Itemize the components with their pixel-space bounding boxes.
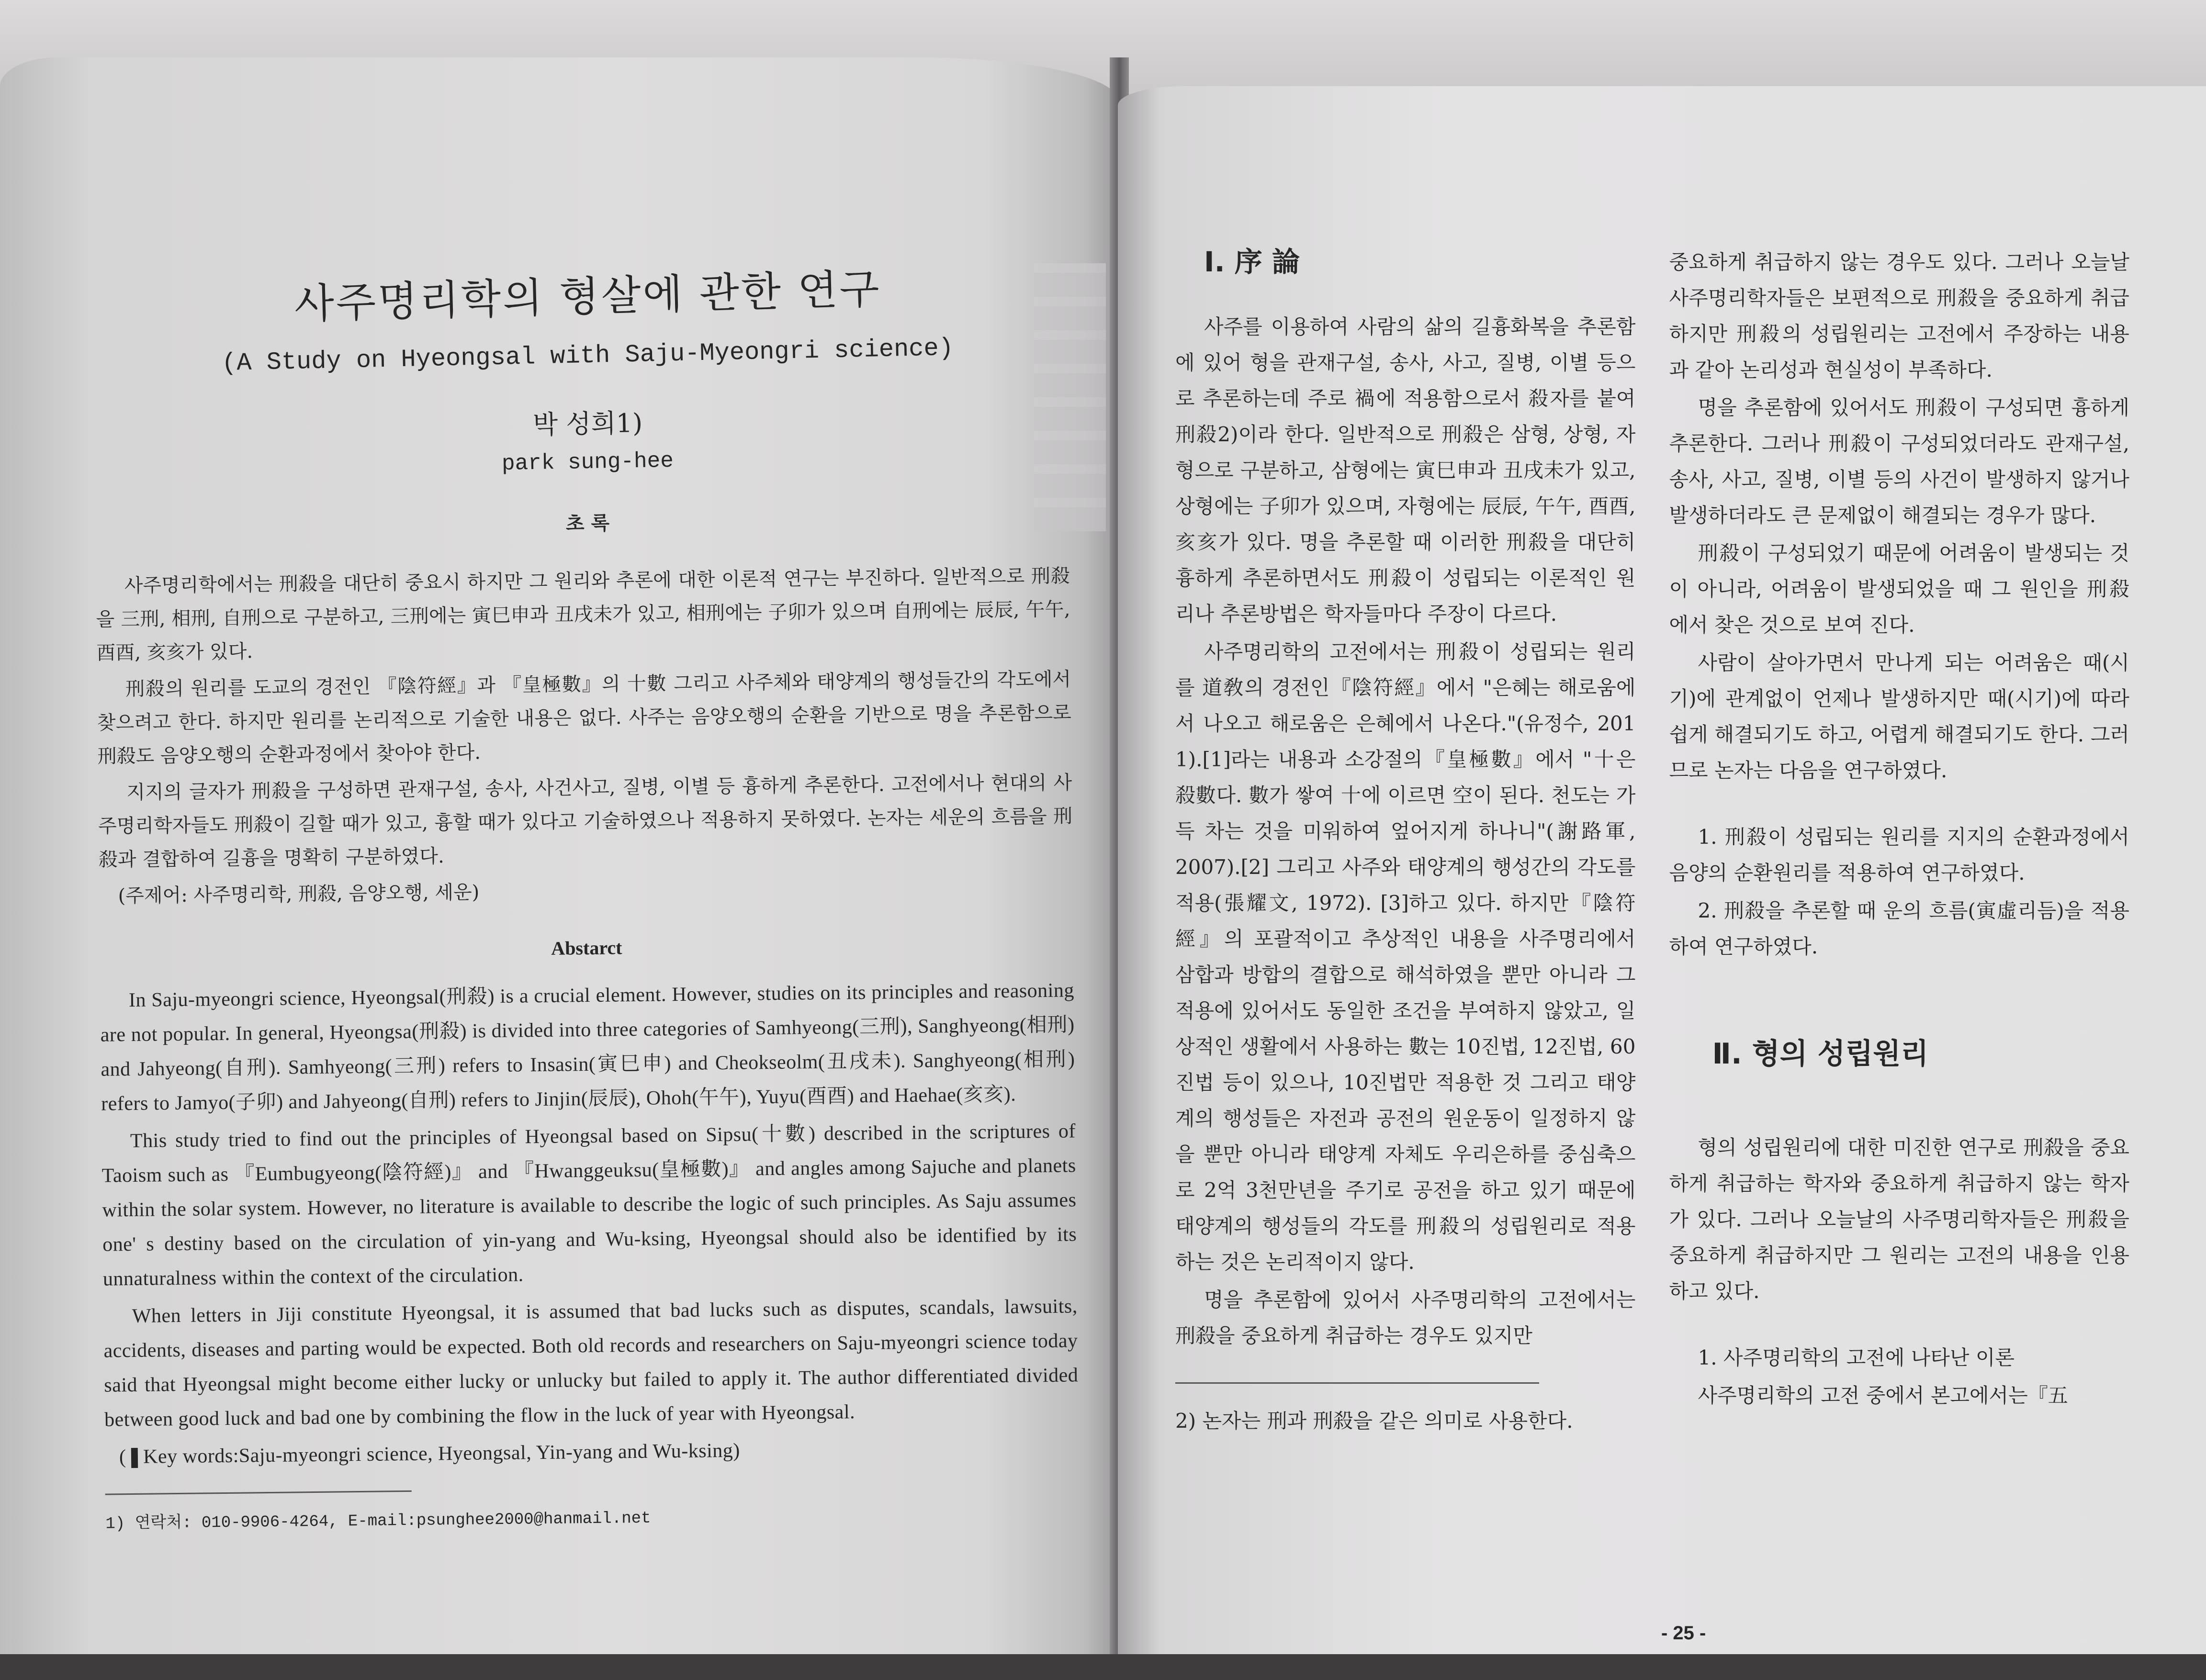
- column-right: [1669, 244, 2130, 1680]
- abstract-ko-paragraph: 사주명리학에서는 刑殺을 대단히 중요시 하지만 그 원리와 추론에 대한 이론적 연구는 부진하다. 일반적으로 刑殺을 三刑, 相刑, 自刑으로 구분하고, 三刑에는 寅巳申과 丑戌未가 있고, 相刑에는 子卯가 있으며 自刑에는 辰辰, 午午, 酉酉, 亥亥가 있다.: [96, 565, 1070, 664]
- list-item: 2. 刑殺을 추론할 때 운의 흐름(寅虛리듬)을 적용하여 연구하였다.: [1669, 899, 2129, 958]
- body-paragraph: 刑殺이 구성되었기 때문에 어려움이 발생되는 것이 아니라, 어려움이 발생되었을 때 그 원인을 刑殺에서 찾은 것으로 보여 진다.: [1669, 541, 2129, 637]
- author-english: park sung-hee: [501, 448, 674, 477]
- footnote: 2) 논자는 刑과 刑殺을 같은 의미로 사용한다.: [1175, 1409, 1573, 1433]
- body-paragraph: 형의 성립원리에 대한 미진한 연구로 刑殺을 중요하게 취급하는 학자와 중요하게 취급하지 않는 학자가 있다. 그러나 오늘날의 사주명리학자들은 刑殺을 중요하게 취급하지만 그 원리는 고전의 내용을 인용하고 있다.: [1669, 1136, 2129, 1303]
- abstract-en-paragraph: When letters in Jiji constitute Hyeongsal, it is assumed that bad lucks such as disputes, scandals, lawsuits, accidents, diseases and parting would be expected. Both old records and researchers on Saju-myeongri science today said that Hyeongsal might become either lucky or unlucky but failed to apply it. The author differentiated divided between good luck and bad one by combining the flow in the luck of year with Hyeongsal.: [103, 1295, 1079, 1431]
- body-paragraph: 명을 추론함에 있어서 사주명리학의 고전에서는 刑殺을 중요하게 취급하는 경우도 있지만: [1175, 1288, 1636, 1347]
- show-through-text: [1034, 263, 1106, 531]
- body-paragraph: 사주를 이용하여 사람의 삶의 길흉화복을 추론함에 있어 형을 관재구설, 송사, 사고, 질병, 이별 등으로 추론하는데 주로 禍에 적용함으로서 殺자를 붙여 刑殺2)이라 한다. 일반적으로 刑殺은 삼형, 상형, 자형으로 구분하고, 삼형에는 寅巳申과 丑戌未가 있고, 상형에는 子卯가 있으며, 자형에는 辰辰, 午午, 酉酉, 亥亥가 있다. 명을 추론할 때 이러한 刑殺을 대단히 흉하게 추론하면서도 刑殺이 성립되는 이론적인 원리나 추론방법은 학자들마다 주장이 다르다.: [1175, 315, 1636, 626]
- abstract-en-heading: Abstarct: [551, 937, 622, 959]
- paper-title: 사주명리학의 형살에 관한 연구: [293, 265, 882, 329]
- section-heading-introduction: Ⅰ. 序 論: [1204, 246, 1300, 278]
- list-item: 1. 刑殺이 성립되는 원리를 지지의 순환과정에서 음양의 순환원리를 적용하여 연구하였다.: [1669, 825, 2129, 885]
- body-paragraph: 사주명리학의 고전에서는 刑殺이 성립되는 원리를 道敎의 경전인『陰符經』에서 "은혜는 해로움에서 나오고 해로움은 은혜에서 나온다."(유정수, 201 1).[1]라는 내용과 소강절의『皇極數』에서 "十은 殺數다. 數가 쌓여 十에 이르면 空이 된다. 천도는 가득 차는 것을 미워하여 엎어지게 하나니"(謝路軍, 2007).[2] 그리고 사주와 태양계의 행성간의 각도를 적용(張耀文, 1972). [3]하고 있다. 하지만『陰符經』의 포괄적이고 추상적인 내용을 사주명리에서 삼합과 방합의 결합으로 해석하였을 뿐만 아니라 그 적용에 있어서도 동일한 조건을 부여하지 않았고, 일상적인 생활에서 사용하는 數는 10진법, 12진법, 60진법 등이 있으나, 10진법만 적용한 것 그리고 태양계의 행성들은 자전과 공전의 원운동이 일정하지 않을 뿐만 아니라 태양계 자체도 우리은하를 중심축으로 2억 3천만년을 주기로 공전을 하고 있기 때문에 태양계의 행성들의 각도를 刑殺의 성립원리로 적용하는 것은 논리적이지 않다.: [1175, 640, 1636, 1274]
- abstract-ko-paragraph: 지지의 글자가 刑殺을 구성하면 관재구설, 송사, 사건사고, 질병, 이별 등 흉하게 추론한다. 고전에서나 현대의 사주명리학자들도 刑殺이 길할 때가 있고, 흉할 때가 있다고 기술하였으나 적용하지 못하였다. 논자는 세운의 흐름을 刑殺과 결합하여 길흉을 명확히 구분하였다.: [98, 772, 1073, 871]
- abstract-ko-heading: 초 록: [565, 512, 610, 535]
- keywords-korean: (주제어: 사주명리학, 刑殺, 음양오행, 세운): [118, 881, 480, 907]
- section-heading-principles: Ⅱ. 형의 성립원리: [1712, 1037, 1929, 1071]
- right-page: [1118, 86, 2206, 1654]
- page-number: - 25 -: [1661, 1623, 1706, 1644]
- author-korean: 박 성희1): [532, 408, 643, 440]
- paper-subtitle: (A Study on Hyeongsal with Saju-Myeongri science): [221, 334, 954, 378]
- abstract-en-paragraph: In Saju-myeongri science, Hyeongsal(刑殺) is a crucial element. However, studies on its principles and reasoning are not popular. In general, Hyeongsa(刑殺) is divided into three categories of Samhyeong(三刑), Sanghyeong(相刑) and Jahyeong(自刑). Samhyeong(三刑) refers to Insasin(寅巳申) and Cheokseolm(丑戌未). Sanghyeong(相刑) refers to Jamyo(子卯) and Jahyeong(自刑) refers to Jinjin(辰辰), Ohoh(午午), Yuyu(酉酉) and Haehae(亥亥).: [100, 979, 1075, 1115]
- body-paragraph: 중요하게 취급하지 않는 경우도 있다. 그러나 오늘날 사주명리학자들은 보편적으로 刑殺을 중요하게 취급하지만 刑殺의 성립원리는 고전에서 주장하는 내용과 같아 논리성과 현실성이 부족하다.: [1669, 250, 2129, 381]
- left-page: [0, 57, 1118, 1654]
- subsection-heading: 1. 사주명리학의 고전에 나타난 이론: [1698, 1346, 2015, 1369]
- body-paragraph: 사람이 살아가면서 만나게 되는 어려움은 때(시기)에 관계없이 언제나 발생하지만 때(시기)에 따라 쉽게 해결되기도 하고, 어렵게 해결되기도 한다. 그러므로 논자는 다음을 연구하였다.: [1669, 651, 2129, 782]
- footnote-contact: 1) 연락처: 010-9906-4264, E-mail:psunghee2000@hanmail.net: [105, 1509, 651, 1534]
- footnote-divider: [105, 1490, 412, 1495]
- two-column-body: [1175, 244, 2129, 1680]
- column-left: [1175, 244, 1636, 1680]
- footnote-divider: [1175, 1382, 1539, 1384]
- abstract-ko-paragraph: 刑殺의 원리를 도교의 경전인 『陰符經』과 『皇極數』의 十數 그리고 사주체와 태양계의 행성들간의 각도에서 찾으려고 한다. 하지만 원리를 논리적으로 기술한 내용은 없다. 사주는 음양오행의 순환을 기반으로 명을 추론함으로 刑殺도 음양오행의 순환과정에서 찾아야 한다.: [97, 668, 1072, 768]
- abstract-en-paragraph: This study tried to find out the principles of Hyeongsal based on Sipsu(十數) described in the scriptures of Taoism such as 『Eumbugyeong(陰符經)』 and 『Hwanggeuksu(皇極數)』 and angles among Sajuche and planets within the solar system. However, no literature is available to describe the logic of such principles. As Saju assumes one' s destiny based on the circulation of yin-yang and Wu-ksing, Hyeongsal should also be identified by its unnaturalness within the context of the circulation.: [101, 1120, 1077, 1290]
- abstract-ko: [96, 559, 1080, 1533]
- body-paragraph: 명을 추론함에 있어서도 刑殺이 구성되면 흉하게 추론한다. 그러나 刑殺이 구성되었더라도 관재구설, 송사, 사고, 질병, 이별 등의 사건이 발생하지 않거나 발생하더라도 큰 문제없이 해결되는 경우가 많다.: [1669, 396, 2129, 527]
- body-paragraph: 사주명리학의 고전 중에서 본고에서는『五: [1698, 1384, 2068, 1407]
- keywords-english: (❚Key words:Saju-myeongri science, Hyeongsal, Yin-yang and Wu-ksing): [119, 1439, 741, 1468]
